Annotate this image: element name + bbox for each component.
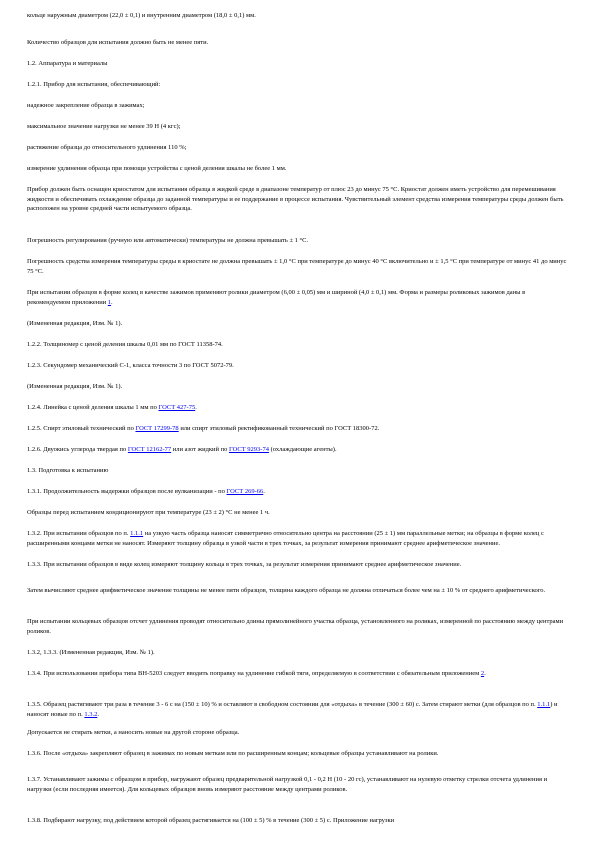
paragraph-text: кольце наружным диаметром (22,0 ± 0,1) и внутренним диаметром (18,0 ± 0,1) мм. bbox=[27, 12, 256, 19]
paragraph bbox=[27, 403, 567, 413]
paragraph-text: 1.2.2. Толщиномер с ценой деления шкалы 0,01 мм по ГОСТ 11358-74. bbox=[27, 341, 223, 348]
paragraph bbox=[27, 361, 567, 371]
paragraph-text: (Измененная редакция, Изм. № 1). bbox=[27, 383, 123, 390]
paragraph bbox=[27, 59, 567, 69]
reference-link[interactable]: ГОСТ 427-75 bbox=[158, 404, 196, 411]
paragraph-text: измерение удлинения образца при помощи устройства с ценой деления шкалы не более 1 мм. bbox=[27, 165, 287, 172]
paragraph-text: 1.3.7. Устанавливают зажимы с образцом в прибор, нагружают образец предварительной нагрузкой 0,1 - 0,2 Н (10 - 20 гс), устанавливают на нулевую отметку стрелки отсчета удлинения и нагрузки (если последняя имеется). Для кольцевых образцов вновь измеряют расстояние между центрами роликов. bbox=[27, 776, 548, 793]
paragraph-text: или спирт этиловый ректификованный технический по ГОСТ 18300-72. bbox=[178, 425, 380, 432]
reference-link[interactable]: 1.3.2 bbox=[84, 710, 98, 718]
paragraph-text: 1.3.5. Образец растягивают три раза в течение 3 - 6 с на (150 ± 10) % и оставляют в свободном состоянии для «отдыха» в течение (300 ± 60) с. Затем стирают метки (для образцов по п. bbox=[27, 701, 538, 708]
paragraph bbox=[27, 466, 567, 476]
paragraph-text: 1.2.5. Спирт этиловый технический по bbox=[27, 425, 136, 432]
paragraph-text: При испытании кольцевых образцов отсчет удлинения проводят относительно длины прямолинейного участка образца, установленного на роликах, измеренной по расстоянию между центрами роликов. bbox=[27, 618, 564, 635]
paragraph bbox=[27, 775, 567, 794]
paragraph-text: Погрешность регулирования (ручную или автоматически) температуры не должна превышать ± 1 °С. bbox=[27, 237, 309, 244]
paragraph bbox=[27, 257, 567, 276]
paragraph-text: Прибор должен быть оснащен криостатом для испытания образца в жидкой среде в диапазоне температур от плюс 23 до минус 75 °С. Криостат должен иметь устройство для перемешивания жидкости и обеспечивать охлаждение образца до заданной температуры и ее поддержание в процессе испытания. Чувствительный элемент средства измерения температуры среды должен быть расположен на уровне средней части испытуемого образца. bbox=[27, 186, 564, 213]
paragraph-text: (Измененная редакция, Изм. № 1). bbox=[27, 320, 123, 327]
paragraph-text: (охлаждающие агенты). bbox=[268, 446, 337, 453]
paragraph-text: 1.3. Подготовка к испытанию bbox=[27, 467, 109, 474]
paragraph-text: 1.2.1. Прибор для испытания, обеспечивающий: bbox=[27, 81, 161, 88]
paragraph-text: . bbox=[97, 710, 99, 718]
paragraph-text: 1.2.6. Двуокись углерода твердая по bbox=[27, 446, 128, 453]
paragraph-text: 1.2.4. Линейка с ценой деления шкалы 1 мм по bbox=[27, 404, 159, 411]
paragraph bbox=[27, 80, 567, 90]
paragraph bbox=[27, 749, 567, 759]
paragraph-text: Допускается не стирать метки, а наносить новые на другой стороне образца. bbox=[27, 729, 240, 736]
paragraph-text: максимальное значение нагрузки не менее 39 Н (4 кгс); bbox=[27, 123, 181, 130]
reference-link[interactable]: ГОСТ 17299-78 bbox=[135, 425, 179, 432]
paragraph-text: 1.3.2, 1.3.3. (Измененная редакция, Изм. № 1). bbox=[27, 649, 155, 656]
paragraph bbox=[27, 164, 567, 174]
paragraph-text: . bbox=[195, 404, 197, 411]
paragraph bbox=[27, 101, 567, 111]
paragraph-text: . bbox=[111, 298, 113, 306]
paragraph bbox=[27, 382, 567, 392]
paragraph bbox=[27, 236, 567, 246]
paragraph bbox=[27, 508, 567, 518]
paragraph-text: Образцы перед испытанием кондиционируют при температуре (23 ± 2) °С не менее 1 ч. bbox=[27, 509, 270, 516]
paragraph-text: или азот жидкий по bbox=[171, 446, 229, 453]
paragraph-text: 1.3.2. При испытании образцов по п. bbox=[27, 530, 131, 537]
paragraph bbox=[27, 669, 567, 679]
paragraph-text: 1.3.8. Подбирают нагрузку, под действием которой образец растягивается на (100 ± 5) % в течение (300 ± 5) с. Приложение нагрузки bbox=[27, 817, 395, 824]
paragraph bbox=[27, 445, 567, 455]
paragraph bbox=[27, 816, 567, 826]
paragraph-text: растяжение образца до относительного удлинения 110 %; bbox=[27, 144, 187, 151]
paragraph bbox=[27, 529, 567, 548]
paragraph-text: Затем вычисляют среднее арифметическое значение толщины не менее пяти образцов, толщина каждого образца не должна отличаться более чем на ± 10 % от среднего арифметического. bbox=[27, 587, 546, 594]
reference-link[interactable]: 1 bbox=[107, 298, 112, 306]
reference-link[interactable]: 1.1.1 bbox=[537, 701, 551, 708]
paragraph bbox=[27, 288, 567, 307]
paragraph-text: 1.3.1. Продолжительность выдержки образцов после вулканизации - по bbox=[27, 488, 227, 495]
paragraph bbox=[27, 122, 567, 132]
reference-link[interactable]: 1.1.1 bbox=[130, 530, 144, 537]
paragraph-text: . bbox=[263, 488, 265, 495]
reference-link[interactable]: 2 bbox=[480, 670, 485, 677]
paragraph-text: 1.3.6. После «отдыха» закрепляют образец в зажимах по новым меткам или по расширенным концам; кольцевые образцы устанавливают на ролики. bbox=[27, 750, 439, 757]
reference-link[interactable]: ГОСТ 269-66 bbox=[226, 488, 264, 495]
paragraph bbox=[27, 38, 567, 48]
paragraph bbox=[27, 185, 567, 214]
paragraph bbox=[27, 700, 567, 719]
paragraph bbox=[27, 586, 567, 596]
paragraph bbox=[27, 11, 567, 21]
paragraph-text: 1.3.3. При испытании образцов в виде колец измеряют толщину кольца в трех точках, за результат измерения принимают среднее арифметическое значение. bbox=[27, 561, 462, 568]
paragraph-text: . bbox=[484, 670, 486, 677]
paragraph bbox=[27, 648, 567, 658]
paragraph bbox=[27, 617, 567, 636]
paragraph-text: ) и наносят новые по п. bbox=[27, 701, 558, 718]
paragraph bbox=[27, 728, 567, 738]
paragraph-text: на узкую часть образца наносят симметрично относительно центра на расстоянии (25 ± 1) мм параллельные метки; на образцы в форме колец с расширенными концами метки не наносят. Измеряют толщину образца в узкой части в трех точках, за результат измерения принимают среднее арифметическое значение. bbox=[27, 530, 544, 547]
paragraph-text: При испытании образцов в форме колец в качестве зажимов применяют ролики диаметром (6,00 ± 0,05) мм и шириной (4,0 ± 0,1) мм. Форма и размеры роликовых зажимов даны в рекомендуемом приложении bbox=[27, 289, 526, 306]
reference-link[interactable]: ГОСТ 12162-77 bbox=[127, 446, 172, 453]
paragraph-text: Количество образцов для испытания должно быть не менее пяти. bbox=[27, 39, 209, 46]
paragraph bbox=[27, 560, 567, 570]
paragraph-text: Погрешность средства измерения температуры среды в криостате не должна превышать ± 1,0 °С при температуре до минус 40 °С включительно и ± 1,5 °С при температуре от минус 41 до минус 75 °С. bbox=[27, 258, 567, 275]
paragraph-text: 1.2.3. Секундомер механический С-1, класса точности 3 по ГОСТ 5072-79. bbox=[27, 362, 234, 369]
paragraph-text: надежное закрепление образца в зажимах; bbox=[27, 102, 145, 109]
paragraph bbox=[27, 487, 567, 497]
paragraph bbox=[27, 424, 567, 434]
paragraph bbox=[27, 319, 567, 329]
paragraph-text: 1.2. Аппаратура и материалы bbox=[27, 60, 108, 67]
paragraph bbox=[27, 143, 567, 153]
paragraph-text: 1.3.4. При использовании прибора типа ВН-5203 следует вводить поправку на удлинение гибкой тяги, определяемую в соответствии с обязательным приложением bbox=[27, 670, 481, 677]
reference-link[interactable]: ГОСТ 9293-74 bbox=[229, 446, 269, 453]
paragraph bbox=[27, 340, 567, 350]
